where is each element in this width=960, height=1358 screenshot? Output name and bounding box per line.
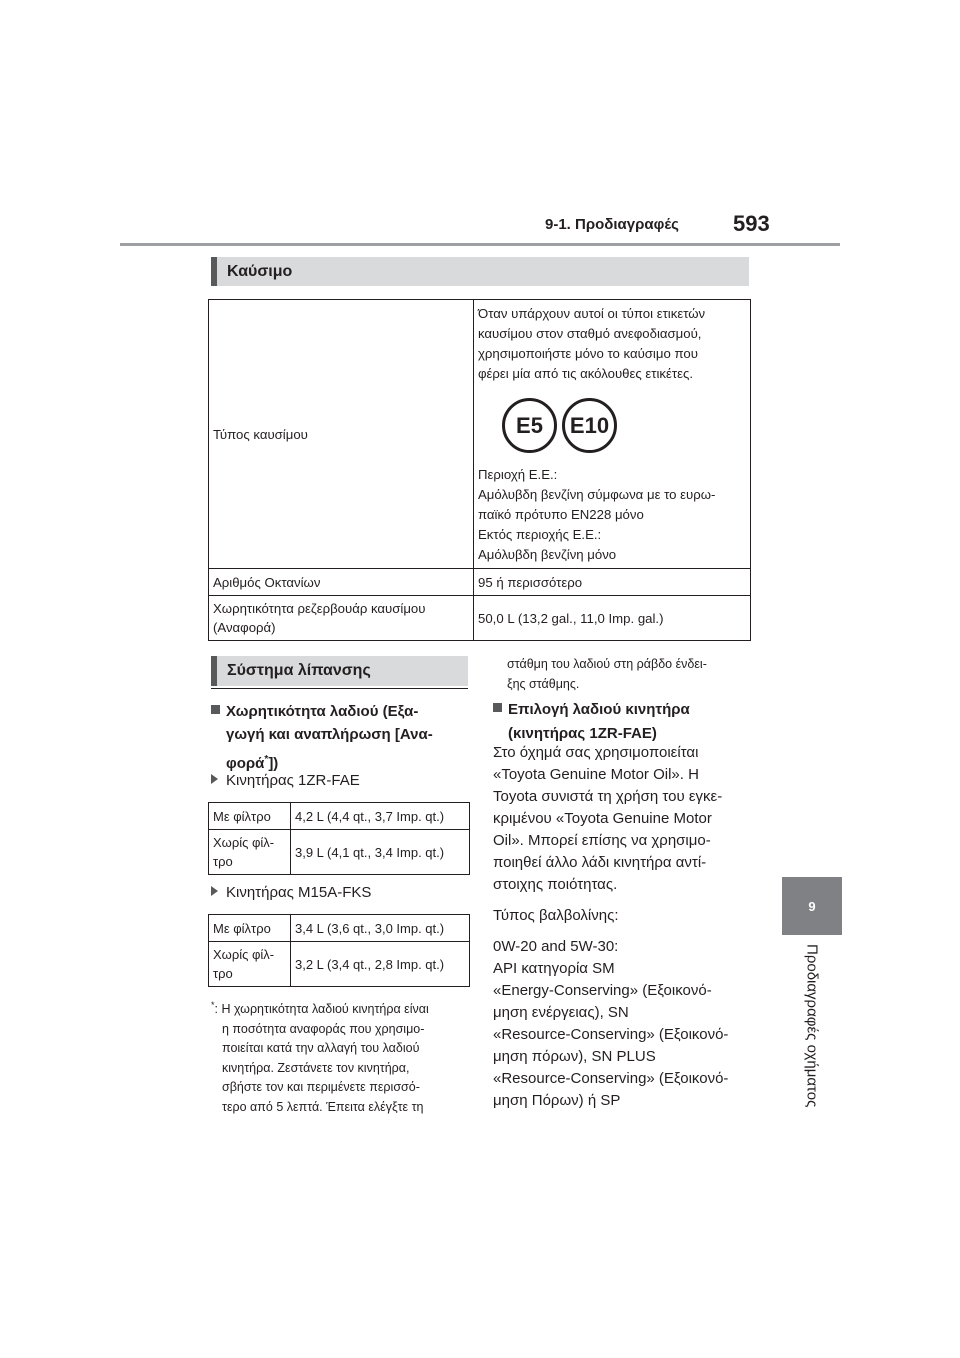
lubrication-heading <box>211 656 468 686</box>
text-line: 0W-20 and 5W-30: <box>493 938 619 955</box>
fuel-type-cell <box>474 300 751 569</box>
with-filter-label: Με φίλτρο <box>209 915 291 942</box>
fuel-table <box>208 299 751 641</box>
text-line: «Energy-Conserving» (Εξοικονό- <box>493 982 712 999</box>
text-line: μηση Πόρων) ή SP <box>493 1092 621 1109</box>
fuel-notes <box>478 465 746 565</box>
text-line: χρησιμοποιήστε μόνο το καύσιμο που <box>478 346 698 361</box>
chapter-side-label-text: Προδιαγραφές οχήματος <box>803 944 821 1108</box>
tank-capacity-label <box>209 596 474 641</box>
without-filter-value: 3,2 L (3,4 qt., 2,8 Imp. qt.) <box>291 942 470 987</box>
text-line: (κινητήρας 1ZR-FAE) <box>508 725 657 742</box>
with-filter-label: Με φίλτρο <box>209 803 291 830</box>
text-line: Αμόλυβδη βενζίνη μόνο <box>478 547 617 562</box>
square-bullet-icon <box>493 703 502 712</box>
octane-label: Αριθμός Οκτανίων <box>209 569 474 596</box>
oil-selection-heading <box>493 698 753 746</box>
without-filter-label <box>209 830 291 875</box>
text-line <box>493 698 753 722</box>
capacity-footnote <box>211 996 473 1117</box>
viscosity-description <box>493 936 758 1112</box>
fuel-label-badges <box>502 398 746 453</box>
text-line: στοιχης ποιότητας. <box>493 876 618 893</box>
text-line <box>211 996 473 1020</box>
text-line: Στο όχημά σας χρησιμοποιείται <box>493 744 699 761</box>
text-line: Oil». Μπορεί επίσης να χρησιμο- <box>493 832 711 849</box>
text-line-text: φορά <box>226 755 265 772</box>
text-line-text: : Η χωρητικότητα λαδιού κινητήρα είναι <box>214 1002 429 1017</box>
text-line: Όταν υπάρχουν αυτοί οι τύποι ετικετών <box>478 306 706 321</box>
text-line: κινητήρα. Ζεστάνετε τον κινητήρα, <box>222 1060 410 1075</box>
fuel-type-label: Τύπος καυσίμου <box>209 300 474 569</box>
without-filter-value: 3,9 L (4,1 qt., 3,4 Imp. qt.) <box>291 830 470 875</box>
text-line: τρο <box>213 854 233 869</box>
text-line <box>211 748 471 775</box>
text-line: παϊκό πρότυπο EN228 μόνο <box>478 507 644 522</box>
oil-table-1zr <box>208 802 470 875</box>
triangle-bullet-icon <box>211 886 218 896</box>
triangle-bullet-icon <box>211 774 218 784</box>
text-line: σβήστε τον και περιμένετε περισσό- <box>222 1080 420 1095</box>
table-row <box>209 569 751 596</box>
capacity-footnote-continued <box>507 655 757 694</box>
oil-capacity-heading <box>211 700 471 775</box>
text-line: Χωρίς φίλ- <box>213 947 275 962</box>
text-line-text: Χωρητικότητα λαδιού (Εξα- <box>226 703 419 720</box>
text-line: μηση ενέργειας), SN <box>493 1004 629 1021</box>
text-line: μηση πόρων), SN PLUS <box>493 1048 656 1065</box>
text-line: ξης στάθμης. <box>507 676 580 691</box>
text-line: (Αναφορά) <box>213 620 276 635</box>
chapter-tab: 9 <box>782 877 842 935</box>
text-line: τρο <box>213 966 233 981</box>
footnote-mark: * <box>264 754 269 765</box>
lubrication-divider <box>211 688 468 689</box>
table-row <box>209 915 470 942</box>
text-line: Περιοχή Ε.Ε.: <box>478 467 558 482</box>
text-line: γωγή και αναπλήρωση [Ανα- <box>226 726 433 743</box>
text-line: ποιηθεί άλλο λάδι κινητήρα αντί- <box>493 854 707 871</box>
engine-m15a-text: Κινητήρας M15A-FKS <box>226 884 372 901</box>
table-row <box>209 596 751 641</box>
text-line: «Resource-Conserving» (Εξοικονό- <box>493 1026 729 1043</box>
text-line: API κατηγορία SM <box>493 960 615 977</box>
text-line-text: ]) <box>268 755 279 772</box>
table-row <box>209 300 751 569</box>
text-line: τερο από 5 λεπτά. Έπειτα ελέγξτε τη <box>222 1099 424 1114</box>
engine-1zr-text: Κινητήρας 1ZR-FAE <box>226 772 360 789</box>
square-bullet-icon <box>211 705 220 714</box>
text-line: Αμόλυβδη βενζίνη σύμφωνα με το ευρω- <box>478 487 716 502</box>
fuel-heading-text: Καύσιμο <box>227 262 293 280</box>
octane-value: 95 ή περισσότερο <box>474 569 751 596</box>
fuel-description <box>478 304 746 384</box>
e10-badge: E10 <box>562 398 617 453</box>
e5-badge: E5 <box>502 398 557 453</box>
page-number: 593 <box>733 211 770 236</box>
text-line: η ποσότητα αναφοράς που χρησιμο- <box>222 1021 425 1036</box>
text-line: Χωρητικότητα ρεζερβουάρ καυσίμου <box>213 601 426 616</box>
text-line: φέρει μία από τις ακόλουθες ετικέτες. <box>478 366 694 381</box>
text-line: καυσίμου στον σταθμό ανεφοδιασμού, <box>478 326 702 341</box>
lubrication-heading-text: Σύστημα λίπανσης <box>227 662 371 679</box>
oil-table-m15a <box>208 914 470 987</box>
without-filter-label <box>209 942 291 987</box>
tank-capacity-value: 50,0 L (13,2 gal., 11,0 Imp. gal.) <box>474 596 751 641</box>
with-filter-value: 3,4 L (3,6 qt., 3,0 Imp. qt.) <box>291 915 470 942</box>
text-line: κριμένου «Toyota Genuine Motor <box>493 810 712 827</box>
text-line: Toyota συνιστά τη χρήση του εγκε- <box>493 788 723 805</box>
text-line: Χωρίς φίλ- <box>213 835 275 850</box>
oil-selection-body <box>493 742 758 1112</box>
header-divider <box>120 243 840 246</box>
engine-1zr-label <box>211 772 360 789</box>
with-filter-value: 4,2 L (4,4 qt., 3,7 Imp. qt.) <box>291 803 470 830</box>
text-line: «Toyota Genuine Motor Oil». Η <box>493 766 699 783</box>
table-row <box>209 830 470 875</box>
oil-selection-paragraph <box>493 742 758 896</box>
text-line: ποιείται κατά την αλλαγή του λαδιού <box>222 1041 420 1056</box>
text-line: στάθμη του λαδιού στη ράβδο ένδει- <box>507 657 707 671</box>
table-row <box>209 942 470 987</box>
engine-m15a-label <box>211 884 371 901</box>
section-title: 9-1. Προδιαγραφές <box>545 216 679 233</box>
chapter-side-label <box>783 944 841 1134</box>
viscosity-label: Τύπος βαλβολίνης: <box>493 907 619 924</box>
text-line: Εκτός περιοχής Ε.Ε.: <box>478 527 602 542</box>
text-line: «Resource-Conserving» (Εξοικονό- <box>493 1070 729 1087</box>
fuel-heading <box>211 257 749 286</box>
footnote-mark: * <box>211 1000 215 1010</box>
table-row <box>209 803 470 830</box>
text-line-text: Επιλογή λαδιού κινητήρα <box>508 701 690 718</box>
text-line <box>211 700 471 723</box>
